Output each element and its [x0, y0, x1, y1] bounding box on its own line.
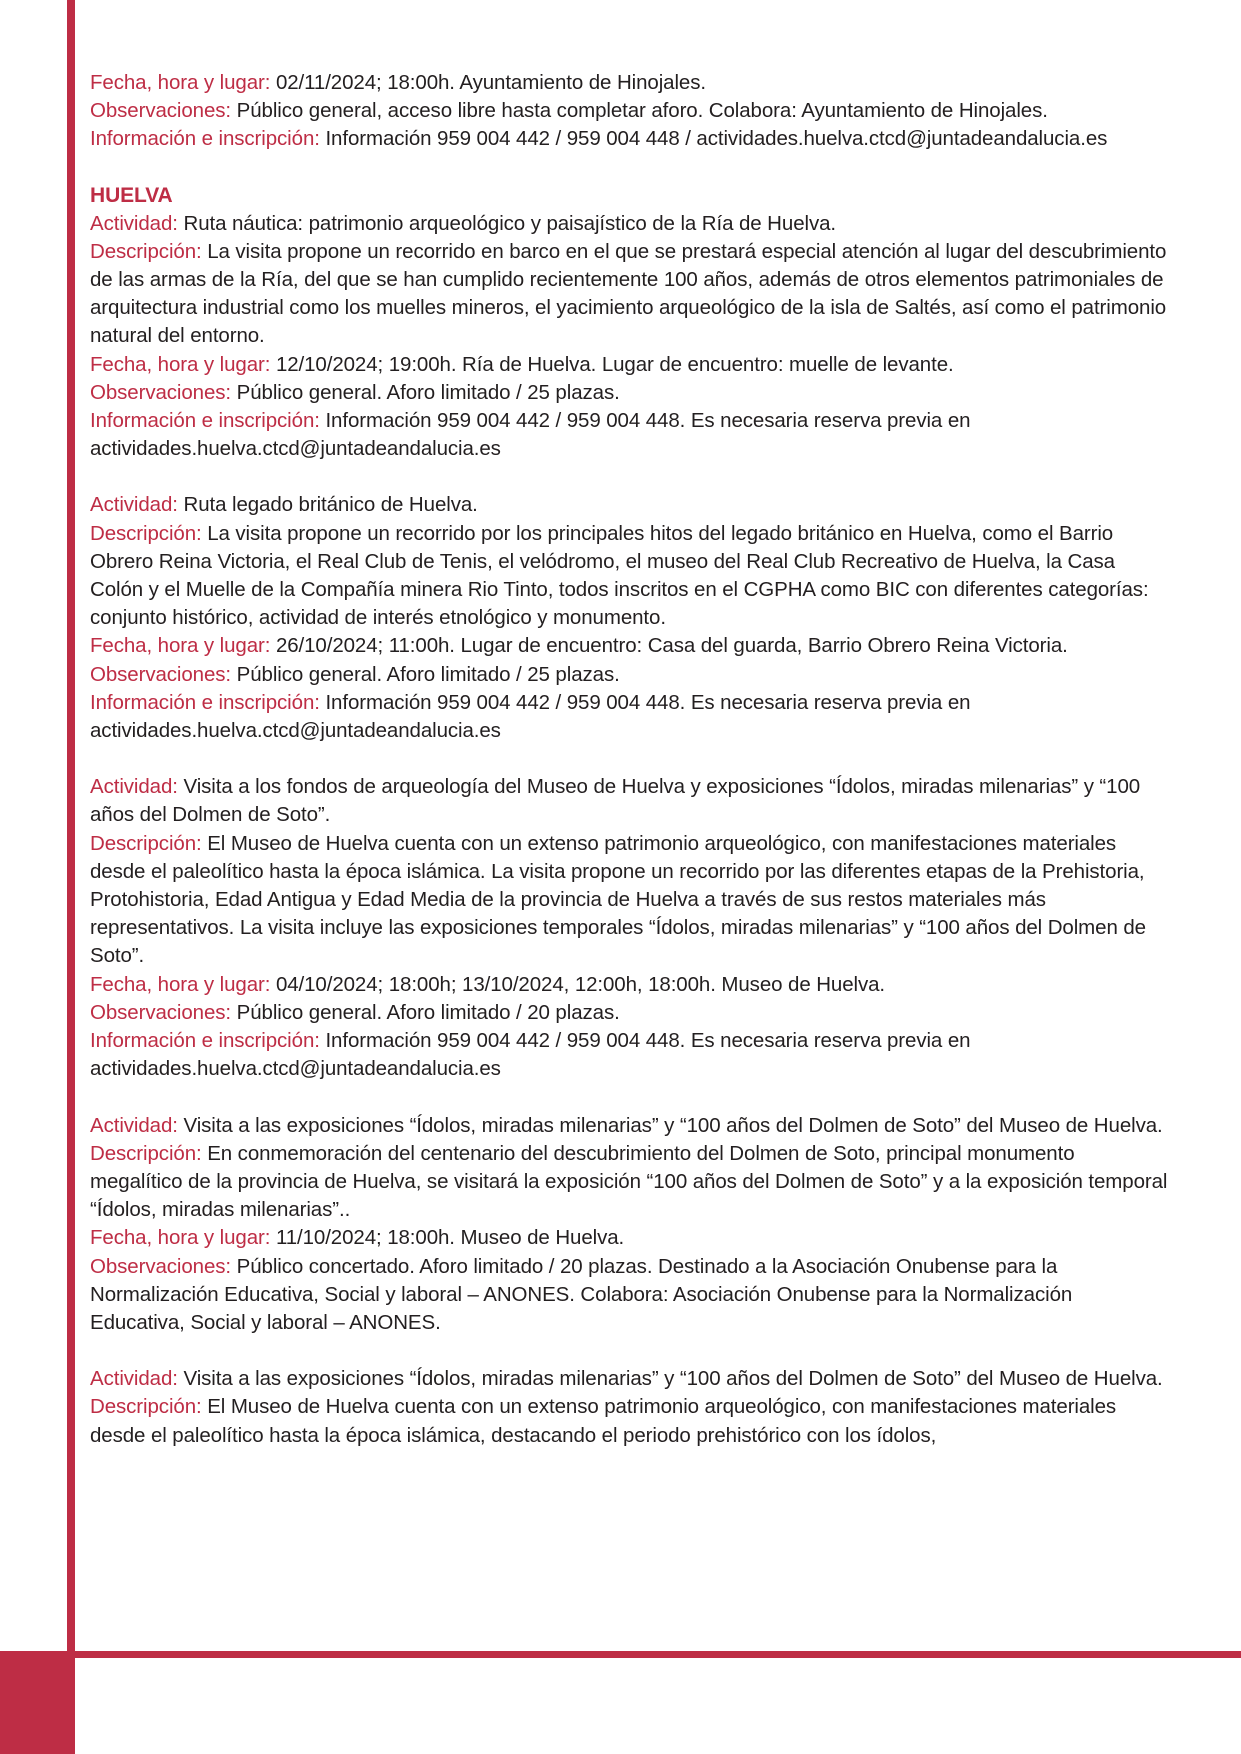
field-label: Fecha, hora y lugar:: [90, 1226, 271, 1250]
field-value: La visita propone un recorrido en barco en el que se prestará especial atención al lugar del descubrimiento de las armas de la Ría, del que se han cumplido recientemente 100 años, además de otros elementos patrimoniales de arquitectura industrial como los muelles mineros, el yacimiento arqueológico de la isla de Saltés, así como el patrimonio natural del entorno.: [90, 239, 1167, 348]
field-row: [90, 1365, 1170, 1393]
field-value: Público general, acceso libre hasta completar aforo. Colabora: Ayuntamiento de Hinojales.: [236, 99, 1048, 123]
activity-entry: [90, 1112, 1170, 1338]
field-row: [90, 661, 1170, 689]
field-label: Actividad:: [90, 1367, 178, 1391]
field-value: 11/10/2024; 18:00h. Museo de Huelva.: [275, 1226, 625, 1250]
field-label: Descripción:: [90, 1141, 202, 1165]
field-row: [90, 999, 1170, 1027]
field-value: 02/11/2024; 18:00h. Ayuntamiento de Hinojales.: [275, 71, 706, 94]
field-row: [90, 351, 1170, 379]
field-row: [90, 689, 1170, 745]
field-row: [90, 773, 1170, 829]
field-value: Público general. Aforo limitado / 20 plazas.: [236, 1000, 620, 1024]
field-label: Actividad:: [90, 493, 178, 517]
field-label: Observaciones:: [90, 662, 232, 686]
field-value: Ruta legado británico de Huelva.: [183, 493, 478, 517]
field-row: [90, 125, 1170, 153]
field-row: [90, 491, 1170, 519]
field-label: Fecha, hora y lugar:: [90, 352, 271, 376]
field-value: Ruta náutica: patrimonio arqueológico y paisajístico de la Ría de Huelva.: [183, 211, 836, 235]
field-value: Información 959 004 442 / 959 004 448. Es necesaria reserva previa en actividades.huelva.ctcd@juntadeandalucia.es: [90, 690, 971, 743]
field-label: Descripción:: [90, 521, 202, 545]
field-row: [90, 379, 1170, 407]
field-label: Observaciones:: [90, 1000, 232, 1024]
field-row: [90, 69, 1170, 97]
field-label: Fecha, hora y lugar:: [90, 71, 271, 94]
field-row: [90, 632, 1170, 660]
field-label: Información e inscripción:: [90, 690, 320, 714]
field-value: 04/10/2024; 18:00h; 13/10/2024, 12:00h, 18:00h. Museo de Huelva.: [275, 972, 886, 996]
field-row: [90, 1140, 1170, 1225]
activity-entry: [90, 1365, 1170, 1450]
left-margin-rule: [67, 0, 75, 1754]
field-label: Actividad:: [90, 1113, 178, 1137]
field-value: Público general. Aforo limitado / 25 plazas.: [236, 662, 620, 686]
field-value: Visita a las exposiciones “Ídolos, miradas milenarias” y “100 años del Dolmen de Soto” del Museo de Huelva.: [183, 1113, 1163, 1137]
activity-entry: [90, 773, 1170, 1083]
field-row: [90, 1112, 1170, 1140]
field-label: Descripción:: [90, 1395, 202, 1419]
activity-entry: [90, 491, 1170, 745]
field-value: 26/10/2024; 11:00h. Lugar de encuentro: Casa del guarda, Barrio Obrero Reina Victoria.: [275, 634, 1068, 658]
field-label: Información e inscripción:: [90, 409, 320, 433]
field-value: Información 959 004 442 / 959 004 448. Es necesaria reserva previa en actividades.huelva.ctcd@juntadeandalucia.es: [90, 409, 971, 461]
corner-block: [0, 1651, 75, 1754]
field-row: [90, 520, 1170, 633]
field-label: Fecha, hora y lugar:: [90, 972, 271, 996]
field-label: Fecha, hora y lugar:: [90, 634, 271, 658]
document-body: [90, 69, 1170, 1478]
field-row: [90, 238, 1170, 351]
field-row: [90, 1224, 1170, 1252]
field-value: 12/10/2024; 19:00h. Ría de Huelva. Lugar de encuentro: muelle de levante.: [275, 352, 954, 376]
field-value: Información 959 004 442 / 959 004 448 / actividades.huelva.ctcd@juntadeandalucia.es: [325, 127, 1108, 151]
field-value: El Museo de Huelva cuenta con un extenso patrimonio arqueológico, con manifestaciones materiales desde el paleolítico hasta la época islámica, destacando el periodo prehistórico con los ídolos,: [90, 1395, 1117, 1447]
field-row: [90, 407, 1170, 463]
field-row: [90, 1027, 1170, 1083]
field-row: [90, 97, 1170, 125]
section-title: HUELVA: [90, 183, 173, 207]
bottom-rule: [0, 1651, 1241, 1658]
field-value: Público concertado. Aforo limitado / 20 plazas. Destinado a la Asociación Onubense para la Normalización Educativa, Social y laboral – ANONES. Colabora: Asociación Onubense para la Normalización Educativa, Social y laboral – ANONES.: [90, 1254, 1073, 1334]
activity-entry: [90, 210, 1170, 464]
field-label: Descripción:: [90, 239, 202, 263]
field-value: Información 959 004 442 / 959 004 448. Es necesaria reserva previa en actividades.huelva.ctcd@juntadeandalucia.es: [90, 1029, 971, 1081]
field-label: Observaciones:: [90, 99, 232, 123]
field-value: Público general. Aforo limitado / 25 plazas.: [236, 380, 620, 404]
field-row: [90, 971, 1170, 999]
field-label: Observaciones:: [90, 380, 232, 404]
field-value: El Museo de Huelva cuenta con un extenso patrimonio arqueológico, con manifestaciones materiales desde el paleolítico hasta la época islámica. La visita propone un recorrido por las diferentes etapas de la Prehistoria, Protohistoria, Edad Antigua y Edad Media de la provincia de Huelva a través de sus restos materiales más representativos. La visita incluye las exposiciones temporales “Ídolos, miradas milenarias” y “100 años del Dolmen de Soto”.: [90, 831, 1146, 968]
field-row: [90, 830, 1170, 971]
field-value: La visita propone un recorrido por los principales hitos del legado británico en Huelva, como el Barrio Obrero Reina Victoria, el Real Club de Tenis, el velódromo, el museo del Real Club Recreativo de Huelva, la Casa Colón y el Muelle de la Compañía minera Rio Tinto, todos inscritos en el CGPHA como BIC con diferentes categorías: conjunto histórico, actividad de interés etnológico y monumento.: [90, 521, 1149, 630]
field-label: Observaciones:: [90, 1254, 232, 1278]
field-label: Información e inscripción:: [90, 127, 320, 151]
field-value: Visita a los fondos de arqueología del Museo de Huelva y exposiciones “Ídolos, miradas milenarias” y “100 años del Dolmen de Soto”.: [90, 775, 1141, 827]
field-value: En conmemoración del centenario del descubrimiento del Dolmen de Soto, principal monumento megalítico de la provincia de Huelva, se visitará la exposición “100 años del Dolmen de Soto” y a la exposición temporal “Ídolos, miradas milenarias”..: [90, 1141, 1168, 1222]
field-label: Descripción:: [90, 831, 202, 855]
field-row: [90, 210, 1170, 238]
field-label: Actividad:: [90, 211, 178, 235]
activity-entry: [90, 69, 1170, 154]
field-row: [90, 1393, 1170, 1449]
field-label: Información e inscripción:: [90, 1029, 320, 1053]
field-row: [90, 1253, 1170, 1338]
field-label: Actividad:: [90, 775, 178, 799]
field-value: Visita a las exposiciones “Ídolos, miradas milenarias” y “100 años del Dolmen de Soto” del Museo de Huelva.: [183, 1367, 1163, 1391]
